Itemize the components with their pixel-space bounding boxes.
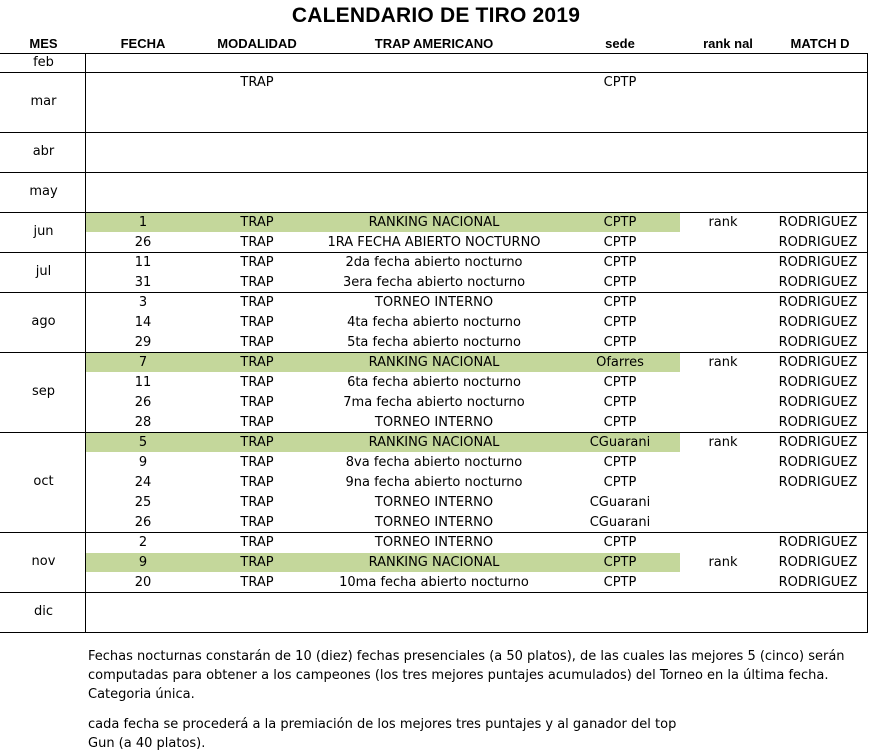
sede-cell: CPTP	[603, 575, 637, 590]
fecha-cell: 24	[134, 475, 152, 490]
rank-cell	[688, 233, 758, 253]
month-label-mar: mar	[30, 94, 57, 109]
mar-sede: CPTP	[603, 75, 637, 90]
rank-cell	[688, 333, 758, 353]
month-label-oct: oct	[33, 474, 54, 489]
rank-cell	[688, 293, 758, 313]
row-divider	[0, 72, 868, 73]
header-rank-nal: rank nal	[703, 36, 753, 51]
note-line-5: Gun (a 40 platos).	[88, 736, 206, 751]
rank-cell	[688, 573, 758, 593]
sede-cell: CPTP	[603, 375, 637, 390]
match-cell: RODRIGUEZ	[778, 575, 858, 590]
evento-cell: 3era fecha abierto nocturno	[342, 275, 526, 290]
modalidad-cell: TRAP	[240, 215, 274, 230]
sede-cell: CPTP	[603, 215, 637, 230]
fecha-cell: 20	[134, 575, 152, 590]
sede-cell: CGuarani	[589, 435, 651, 450]
evento-cell: 6ta fecha abierto nocturno	[347, 375, 521, 390]
match-cell: RODRIGUEZ	[778, 315, 858, 330]
modalidad-cell: TRAP	[240, 275, 274, 290]
header-mes: MES	[29, 36, 58, 51]
evento-cell: 8va fecha abierto nocturno	[345, 455, 523, 470]
month-label-sep: sep	[31, 384, 56, 399]
fecha-cell: 9	[138, 455, 148, 470]
row-divider	[0, 132, 868, 133]
evento-cell: RANKING NACIONAL	[368, 355, 500, 370]
note-line-3: Categoria única.	[88, 687, 195, 702]
evento-cell: 1RA FECHA ABIERTO NOCTURNO	[327, 235, 541, 250]
evento-cell: TORNEO INTERNO	[374, 495, 494, 510]
match-cell	[770, 493, 866, 513]
evento-cell: RANKING NACIONAL	[368, 215, 500, 230]
month-label-dic: dic	[33, 604, 53, 619]
sede-cell: CPTP	[603, 235, 637, 250]
match-cell: RODRIGUEZ	[778, 335, 858, 350]
evento-cell: RANKING NACIONAL	[368, 435, 500, 450]
header-fecha: FECHA	[120, 36, 166, 51]
sede-cell: CPTP	[603, 455, 637, 470]
sede-cell: CPTP	[603, 395, 637, 410]
match-cell	[770, 513, 866, 533]
sede-cell: CPTP	[603, 555, 637, 570]
evento-cell: 4ta fecha abierto nocturno	[347, 315, 521, 330]
modalidad-cell: TRAP	[240, 455, 274, 470]
modalidad-cell: TRAP	[240, 495, 274, 510]
match-cell: RODRIGUEZ	[778, 235, 858, 250]
modalidad-cell: TRAP	[240, 395, 274, 410]
match-cell: RODRIGUEZ	[778, 375, 858, 390]
table-right-border	[867, 53, 868, 633]
sede-cell: CPTP	[603, 415, 637, 430]
rank-cell	[688, 533, 758, 553]
modalidad-cell: TRAP	[240, 435, 274, 450]
fecha-cell: 2	[138, 535, 148, 550]
rank-cell	[688, 273, 758, 293]
evento-cell: 9na fecha abierto nocturno	[345, 475, 523, 490]
fecha-cell: 25	[134, 495, 152, 510]
rank-cell	[688, 413, 758, 433]
fecha-cell: 26	[134, 235, 152, 250]
modalidad-cell: TRAP	[240, 415, 274, 430]
rank-cell	[688, 473, 758, 493]
month-label-ago: ago	[31, 314, 56, 329]
modalidad-cell: TRAP	[240, 335, 274, 350]
fecha-cell: 31	[134, 275, 152, 290]
fecha-cell: 11	[134, 255, 152, 270]
match-cell: RODRIGUEZ	[778, 475, 858, 490]
month-label-nov: nov	[31, 554, 56, 569]
modalidad-cell: TRAP	[240, 535, 274, 550]
rank-cell: rank	[708, 355, 738, 370]
fecha-cell: 3	[138, 295, 148, 310]
evento-cell: 2da fecha abierto nocturno	[345, 255, 523, 270]
fecha-cell: 28	[134, 415, 152, 430]
match-cell: RODRIGUEZ	[778, 355, 858, 370]
rank-cell	[688, 493, 758, 513]
sede-cell: CPTP	[603, 335, 637, 350]
fecha-cell: 11	[134, 375, 152, 390]
rank-cell	[688, 393, 758, 413]
modalidad-cell: TRAP	[240, 515, 274, 530]
rank-cell	[688, 453, 758, 473]
evento-cell: TORNEO INTERNO	[374, 535, 494, 550]
rank-cell	[688, 313, 758, 333]
month-label-feb: feb	[33, 55, 54, 70]
note-line-4: cada fecha se procederá a la premiación de los mejores tres puntajes y al ganador del top	[88, 717, 677, 732]
row-divider	[0, 172, 868, 173]
evento-cell: TORNEO INTERNO	[374, 295, 494, 310]
sede-cell: CPTP	[603, 255, 637, 270]
fecha-cell: 9	[138, 555, 148, 570]
modalidad-cell: TRAP	[240, 255, 274, 270]
rank-cell: rank	[708, 435, 738, 450]
column-divider	[85, 53, 86, 633]
match-cell: RODRIGUEZ	[778, 395, 858, 410]
mar-modalidad: TRAP	[240, 75, 274, 90]
fecha-cell: 5	[138, 435, 148, 450]
match-cell: RODRIGUEZ	[778, 455, 858, 470]
month-label-abr: abr	[32, 144, 55, 159]
fecha-cell: 7	[138, 355, 148, 370]
note-line-1: Fechas nocturnas constarán de 10 (diez) fechas presenciales (a 50 platos), de las cuales las mejores 5 (cinco) serán	[88, 649, 845, 664]
evento-cell: TORNEO INTERNO	[374, 415, 494, 430]
modalidad-cell: TRAP	[240, 375, 274, 390]
match-cell: RODRIGUEZ	[778, 435, 858, 450]
fecha-cell: 26	[134, 395, 152, 410]
evento-cell: RANKING NACIONAL	[368, 555, 500, 570]
fecha-cell: 26	[134, 515, 152, 530]
rank-cell: rank	[708, 555, 738, 570]
rank-cell	[688, 373, 758, 393]
sede-cell: CPTP	[603, 475, 637, 490]
match-cell: RODRIGUEZ	[778, 215, 858, 230]
month-label-may: may	[29, 184, 58, 199]
header-divider	[0, 53, 868, 54]
match-cell: RODRIGUEZ	[778, 295, 858, 310]
match-cell: RODRIGUEZ	[778, 415, 858, 430]
modalidad-cell: TRAP	[240, 475, 274, 490]
sede-cell: Ofarres	[596, 355, 644, 370]
modalidad-cell: TRAP	[240, 315, 274, 330]
month-label-jul: jul	[35, 264, 52, 279]
sede-cell: CGuarani	[589, 515, 651, 530]
evento-cell: 5ta fecha abierto nocturno	[347, 335, 521, 350]
sede-cell: CPTP	[603, 295, 637, 310]
sede-cell: CPTP	[603, 275, 637, 290]
evento-cell: 10ma fecha abierto nocturno	[339, 575, 529, 590]
header-sede: sede	[605, 36, 635, 51]
header-trap-americano: TRAP AMERICANO	[374, 36, 494, 51]
header-modalidad: MODALIDAD	[217, 36, 297, 51]
note-line-2: computadas para obtener a los campeones (los tres mejores puntajes acumulados) del Torneo en la última fecha.	[88, 668, 829, 683]
table-bottom-border	[0, 632, 868, 633]
modalidad-cell: TRAP	[240, 235, 274, 250]
match-cell: RODRIGUEZ	[778, 255, 858, 270]
fecha-cell: 14	[134, 315, 152, 330]
fecha-cell: 1	[138, 215, 148, 230]
header-match-d: MATCH D	[790, 36, 850, 51]
rank-cell	[688, 513, 758, 533]
sede-cell: CGuarani	[589, 495, 651, 510]
evento-cell: TORNEO INTERNO	[374, 515, 494, 530]
modalidad-cell: TRAP	[240, 575, 274, 590]
sede-cell: CPTP	[603, 535, 637, 550]
match-cell: RODRIGUEZ	[778, 275, 858, 290]
match-cell: RODRIGUEZ	[778, 535, 858, 550]
page-title: CALENDARIO DE TIRO 2019	[291, 4, 581, 27]
fecha-cell: 29	[134, 335, 152, 350]
evento-cell: 7ma fecha abierto nocturno	[343, 395, 525, 410]
rank-cell: rank	[708, 215, 738, 230]
match-cell: RODRIGUEZ	[778, 555, 858, 570]
sede-cell: CPTP	[603, 315, 637, 330]
modalidad-cell: TRAP	[240, 355, 274, 370]
modalidad-cell: TRAP	[240, 555, 274, 570]
rank-cell	[688, 253, 758, 273]
modalidad-cell: TRAP	[240, 295, 274, 310]
month-label-jun: jun	[33, 224, 54, 239]
